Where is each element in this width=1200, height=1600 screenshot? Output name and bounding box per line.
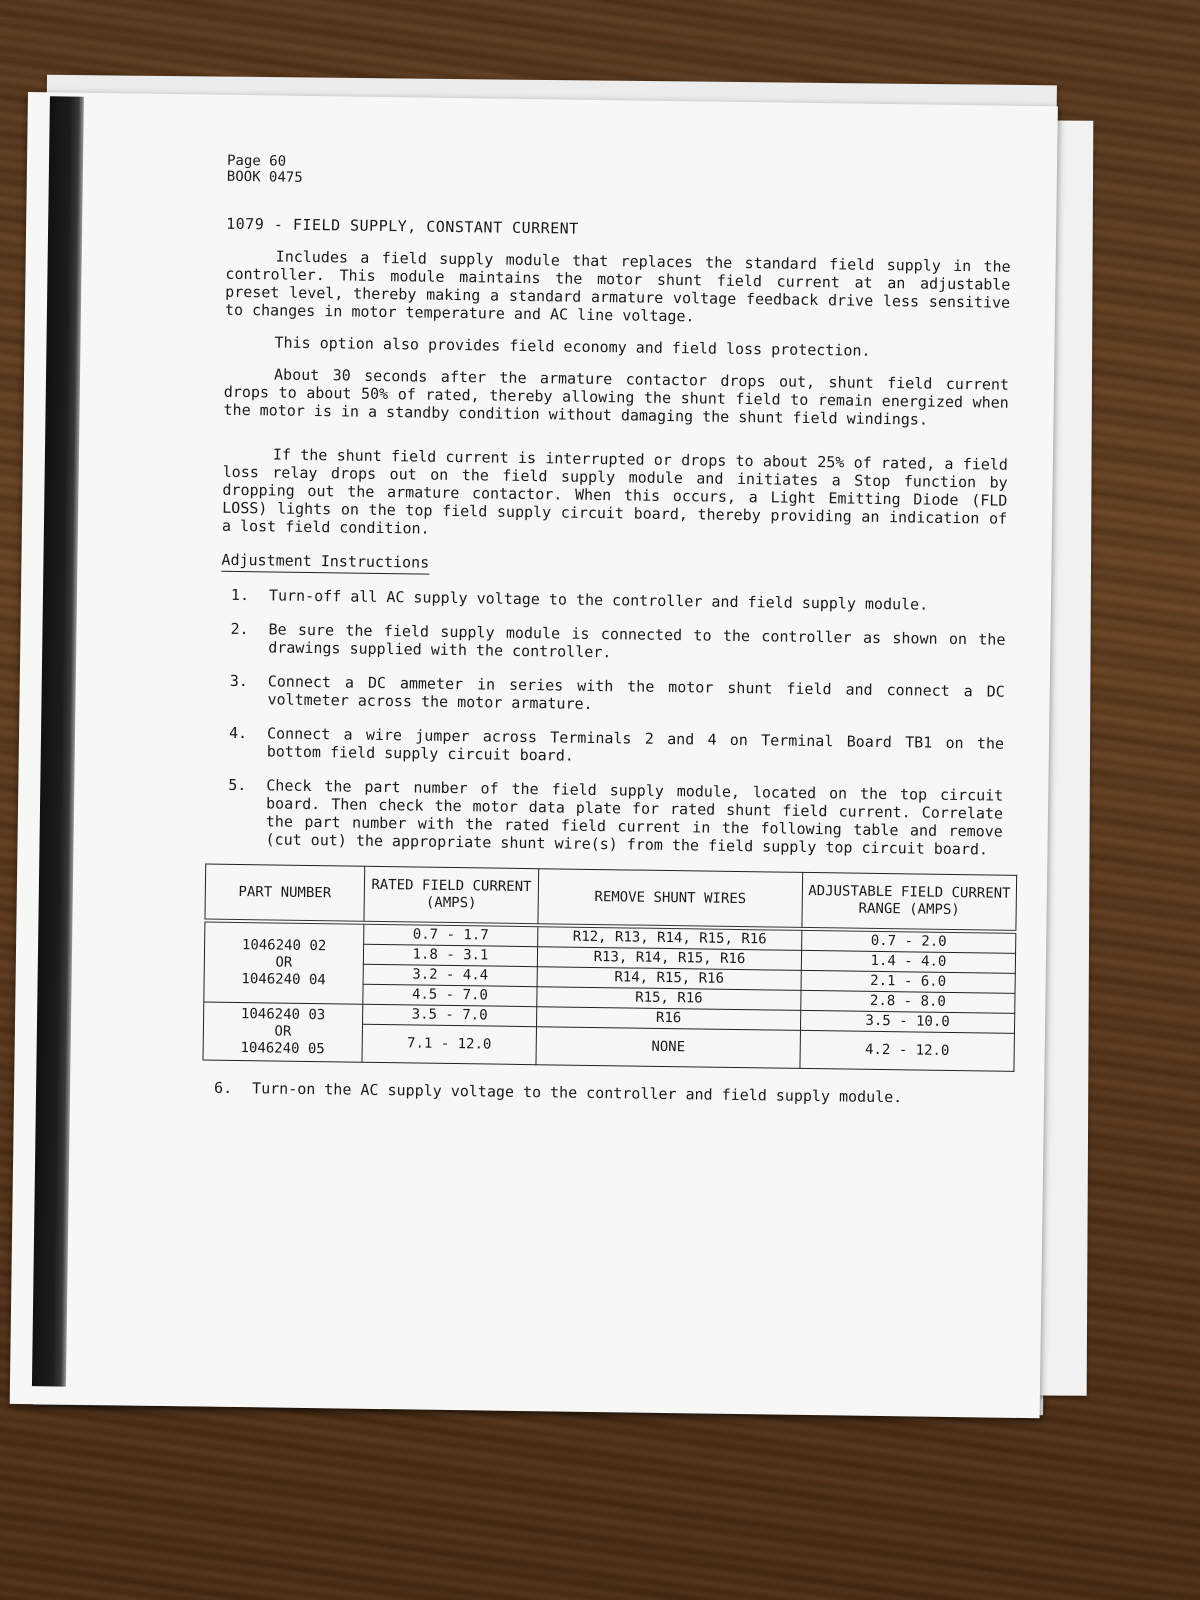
part-number-value: 1046240 02 [241,937,327,955]
rated-cell: 1.8 - 3.1 [363,944,537,966]
rated-cell: 4.5 - 7.0 [363,984,537,1006]
book-number: BOOK 0475 [226,168,303,186]
document-page [10,92,1058,1418]
list-item [219,672,1004,719]
rated-cell: 0.7 - 1.7 [364,923,538,947]
step-number: 1. [230,585,250,605]
part-number-cell [204,921,364,1005]
step-text: Turn-off all AC supply voltage to the controller and field supply module. [268,586,929,614]
final-step [204,1079,999,1108]
rated-cell: 3.5 - 7.0 [363,1004,537,1026]
step-number: 5. [228,775,247,795]
list-item [221,586,1006,615]
range-cell: 1.4 - 4.0 [801,950,1015,973]
header-adjustable-range: ADJUSTABLE FIELD CURRENT RANGE (AMPS) [802,872,1017,931]
wires-cell: R16 [536,1007,800,1031]
range-cell: 2.1 - 6.0 [801,970,1015,993]
part-number-cell [203,1002,363,1062]
paragraph-3: About 30 seconds after the armature contactor drops out, shunt field current drops to about 50% of rated, thereby allowing the shunt field to remain energized when the motor is in a standby condition without damaging the shunt field windings. [223,365,1010,429]
part-number-value: 1046240 03 [240,1006,326,1024]
adjustment-heading: Adjustment Instructions [221,551,429,575]
rated-cell: 7.1 - 12.0 [362,1024,537,1064]
part-number-value: 1046240 05 [240,1040,325,1058]
range-cell: 3.5 - 10.0 [800,1010,1014,1033]
list-item [220,620,1005,667]
paragraph-2: This option also provides field economy and field loss protection. [274,333,871,360]
wires-cell: R15, R16 [537,987,801,1011]
header-part-number: PART NUMBER [205,864,365,923]
step-text: Be sure the field supply module is connected to the controller as shown on the drawings supplied with the controller. [268,620,1006,662]
part-number-or: OR [275,954,293,971]
section-title: 1079 - FIELD SUPPLY, CONSTANT CURRENT [226,214,579,238]
copy-edge-bar [32,96,84,1386]
step-number: 4. [228,723,248,743]
wires-cell: R13, R14, R15, R16 [537,947,801,971]
page-header [227,153,1012,196]
step-number: 2. [230,619,249,639]
shunt-wire-table [202,864,1017,1072]
paragraph-4: If the shunt field current is interrupted or drops to about 25% of rated, a field loss relay drops out on the field supply module and initiates a Stop function by dropping out the armature contactor. When this occurs, a Light Emitting Diode (FLD LOSS) lights on the top field supply circuit board, thereby providing an indication of a lost field condition. [221,445,1009,538]
step-number: 3. [229,671,248,691]
steps-list [217,586,1006,859]
range-cell: 0.7 - 2.0 [802,929,1016,953]
list-item [219,724,1004,771]
step-text: Connect a DC ammeter in series with the motor shunt field and connect a DC voltmeter across the motor armature. [267,672,1005,713]
wires-cell: NONE [536,1027,801,1069]
part-number-value: 1046240 04 [241,971,326,989]
rated-cell: 3.2 - 4.4 [363,964,537,986]
page-content [214,153,1012,1108]
part-number-or: OR [274,1023,292,1040]
wires-cell: R12, R13, R14, R15, R16 [538,925,802,950]
paragraph-1: Includes a field supply module that replaces the standard field supply in the controller. This module maintains the motor shunt field current at an adjustable preset level, thereby making a standard armature voltage feedback drive less sensitive to changes in motor temperature and AC line voltage. [224,247,1011,326]
range-cell: 2.8 - 8.0 [801,990,1015,1013]
step-text: Check the part number of the field supply module, located on the top circuit board. Then check the motor data plate for rated shunt field current. Correlate the part number with the rated field current in the following table and remove (cut out) the appropriate shunt wire(s) from the field supply top circuit board. [265,776,1004,859]
page-number: Page 60 [226,152,287,170]
wires-cell: R14, R15, R16 [537,967,801,991]
step-number: 6. [213,1078,233,1097]
range-cell: 4.2 - 12.0 [800,1030,1015,1071]
list-item [217,776,1003,859]
step-text: Connect a wire jumper across Terminals 2 and 4 on Terminal Board TB1 on the bottom field supply circuit board. [266,724,1005,765]
header-remove-wires: REMOVE SHUNT WIRES [538,869,803,929]
step-text: Turn-on the AC supply voltage to the controller and field supply module. [251,1079,903,1107]
header-rated-current: RATED FIELD CURRENT (AMPS) [364,866,539,925]
